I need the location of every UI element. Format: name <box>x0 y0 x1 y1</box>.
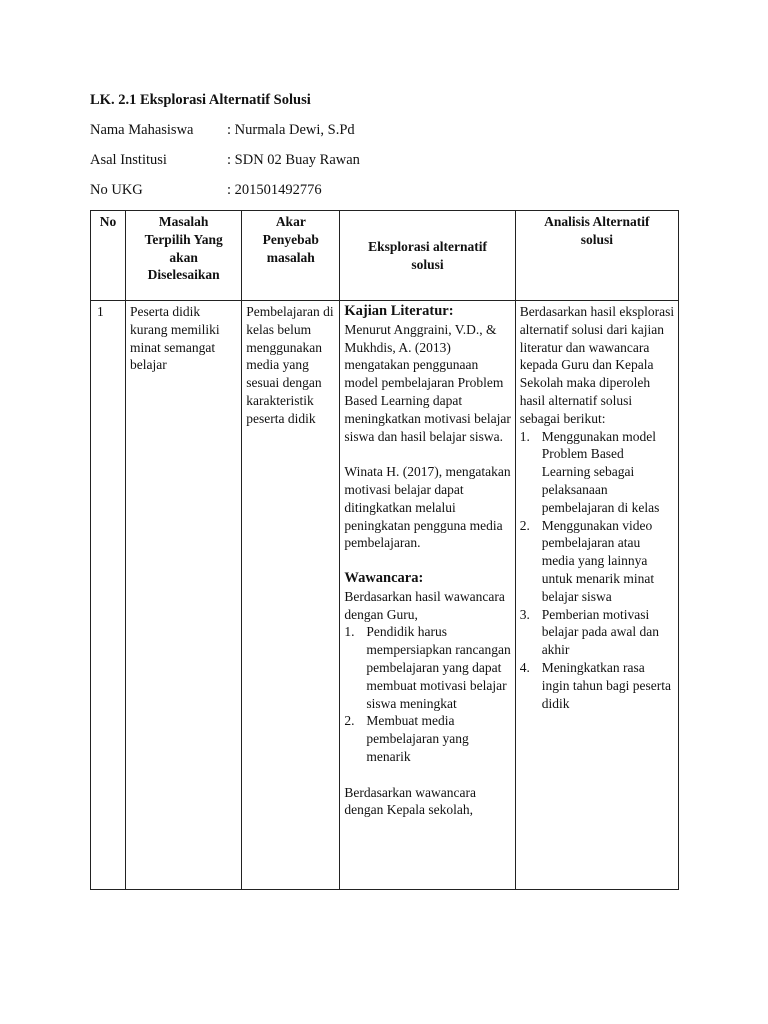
header-akar-label: Akar Penyebab masalah <box>262 214 319 265</box>
analisis-list <box>520 428 675 713</box>
list-item-text: Meningkatkan rasa ingin tahun bagi peserta didik <box>541 659 672 711</box>
list-item <box>344 623 511 712</box>
kajian-paragraph-2: Winata H. (2017), mengatakan motivasi belajar dapat ditingkatkan melalui peningkatan pengguna media pembelajaran. <box>344 464 511 551</box>
info-label: Nama Mahasiswa <box>90 122 194 138</box>
list-number: 2. <box>344 713 355 729</box>
header-analisis-label: Analisis Alternatif solusi <box>544 214 650 247</box>
list-number: 2. <box>519 517 530 533</box>
wawancara-heading: Wawancara: <box>344 569 424 586</box>
info-value: : Nurmala Dewi, S.Pd <box>227 122 355 138</box>
list-number: 1. <box>344 624 355 640</box>
list-item-text: Menggunakan model Problem Based Learning sebagai pelaksanaan pembelajaran di kelas <box>541 428 660 515</box>
list-item <box>344 712 511 765</box>
kajian-paragraph-1: Menurut Anggraini, V.D., & Mukhdis, A. (2013) mengatakan penggunaan model pembelajaran Problem Based Learning dapat meningkatkan motivasi belajar siswa dan hasil belajar siswa. <box>344 321 511 444</box>
cell-analisis <box>515 301 678 890</box>
cell-masalah <box>126 301 242 890</box>
row-number: 1 <box>97 304 104 319</box>
kajian-heading: Kajian Literatur: <box>344 303 454 319</box>
cell-eksplorasi <box>340 301 515 890</box>
info-row-institusi <box>90 152 360 169</box>
header-no <box>91 211 126 301</box>
header-masalah <box>126 211 242 301</box>
cell-no <box>91 301 126 890</box>
header-analisis <box>515 211 678 301</box>
table-header-row <box>91 211 679 301</box>
info-value: : 201501492776 <box>227 182 322 198</box>
list-number: 1. <box>519 428 530 444</box>
wawancara-intro: Berdasarkan hasil wawancara dengan Guru, <box>344 588 505 622</box>
header-eksplorasi <box>340 211 515 301</box>
info-row-ukg <box>90 182 322 199</box>
list-item <box>520 428 675 517</box>
header-eksplorasi-label: Eksplorasi alternatif solusi <box>368 239 487 272</box>
analisis-intro: Berdasarkan hasil eksplorasi alternatif solusi dari kajian literatur dan wawancara kepada Guru dan Kepala Sekolah maka diperoleh hasil alternatif solusi sebagai berikut: <box>519 304 675 426</box>
wawancara-list <box>344 623 511 765</box>
list-item <box>520 606 675 659</box>
akar-text: Pembelajaran di kelas belum menggunakan media yang sesuai dengan karakteristik peserta didik <box>246 304 334 426</box>
wawancara-paragraph-2: Berdasarkan wawancara dengan Kepala sekolah, <box>344 784 476 818</box>
masalah-text: Peserta didik kurang memiliki minat semangat belajar <box>130 304 220 373</box>
list-item-text: Menggunakan video pembelajaran atau media yang lainnya untuk menarik minat belajar siswa <box>541 517 655 604</box>
header-akar <box>242 211 340 301</box>
solution-table <box>90 210 679 890</box>
document-title: LK. 2.1 Eksplorasi Alternatif Solusi <box>90 92 311 108</box>
list-item <box>520 517 675 606</box>
list-item-text: Membuat media pembelajaran yang menarik <box>366 713 469 764</box>
info-label: No UKG <box>90 182 143 198</box>
info-row-nama <box>90 122 355 139</box>
header-masalah-label: Masalah Terpilih Yang akan Diselesaikan <box>144 214 223 283</box>
cell-akar <box>242 301 340 890</box>
info-value: : SDN 02 Buay Rawan <box>227 152 360 168</box>
table-row <box>91 301 679 890</box>
list-item-text: Pemberian motivasi belajar pada awal dan akhir <box>541 606 659 658</box>
header-no-label: No <box>99 214 117 229</box>
list-item-text: Pendidik harus mempersiapkan rancangan pembelajaran yang dapat membuat motivasi belajar siswa meningkat <box>366 624 511 711</box>
list-number: 3. <box>519 606 530 622</box>
list-number: 4. <box>519 659 530 675</box>
info-label: Asal Institusi <box>90 152 167 168</box>
list-item <box>520 659 675 712</box>
